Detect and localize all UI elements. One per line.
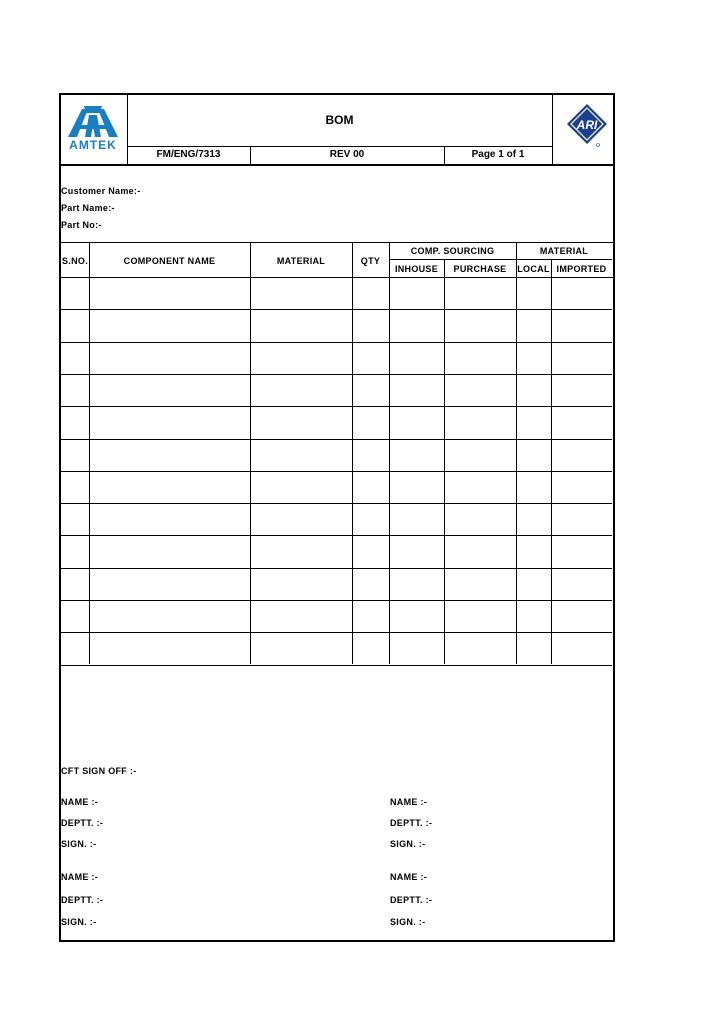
signoff-sign-label: SIGN. :- [61, 917, 97, 927]
table-cell[interactable] [250, 568, 352, 600]
table-cell[interactable] [61, 342, 89, 374]
table-cell[interactable] [352, 600, 389, 632]
table-cell[interactable] [516, 600, 551, 632]
header-purchase: PURCHASE [453, 264, 507, 274]
header-imported: IMPORTED [556, 264, 607, 274]
table-cell[interactable] [61, 374, 89, 406]
header-bottom-border [61, 164, 613, 166]
header-material: MATERIAL [276, 256, 326, 266]
table-cell[interactable] [389, 406, 444, 438]
form-number: FM/ENG/7313 [156, 149, 221, 160]
form-title: BOM [325, 113, 354, 127]
table-cell[interactable] [389, 600, 444, 632]
table-cell[interactable] [61, 406, 89, 438]
part-name-label: Part Name:- [61, 203, 115, 213]
table-cell[interactable] [444, 471, 516, 503]
customer-name-label: Customer Name:- [61, 186, 141, 196]
table-cell[interactable] [551, 600, 612, 632]
table-cell[interactable] [352, 632, 389, 664]
table-cell[interactable] [250, 535, 352, 567]
table-cell[interactable] [250, 374, 352, 406]
table-cell[interactable] [551, 471, 612, 503]
table-cell[interactable] [61, 632, 89, 664]
table-cell[interactable] [389, 438, 444, 470]
header-row-divider [127, 146, 552, 147]
table-cell[interactable] [352, 535, 389, 567]
signoff-sign-label: SIGN. :- [390, 839, 426, 849]
signoff-sign-label: SIGN. :- [390, 917, 426, 927]
table-cell[interactable] [89, 277, 250, 309]
table-cell[interactable] [389, 277, 444, 309]
table-cell[interactable] [89, 600, 250, 632]
table-cell[interactable] [250, 632, 352, 664]
table-cell[interactable] [250, 309, 352, 341]
part-no-label: Part No:- [61, 220, 102, 230]
table-cell[interactable] [352, 438, 389, 470]
table-cell[interactable] [444, 568, 516, 600]
signoff-sign-label: SIGN. :- [61, 839, 97, 849]
table-cell[interactable] [444, 309, 516, 341]
table-cell[interactable] [389, 471, 444, 503]
table-cell[interactable] [516, 568, 551, 600]
cft-signoff-title: CFT SIGN OFF :- [61, 766, 137, 776]
header-comp-sourcing: COMP. SOURCING [410, 246, 495, 256]
table-cell[interactable] [250, 277, 352, 309]
table-cell[interactable] [389, 374, 444, 406]
signoff-name-label: NAME :- [61, 797, 99, 807]
table-cell[interactable] [444, 535, 516, 567]
table-cell[interactable] [444, 277, 516, 309]
table-cell[interactable] [352, 406, 389, 438]
table-cell[interactable] [444, 600, 516, 632]
table-cell[interactable] [389, 342, 444, 374]
table-cell[interactable] [551, 438, 612, 470]
table-cell[interactable] [516, 503, 551, 535]
table-cell[interactable] [61, 503, 89, 535]
amtek-logo-icon [66, 103, 120, 139]
signoff-deptt-label: DEPTT. :- [390, 895, 433, 905]
table-cell[interactable] [61, 438, 89, 470]
ari-logo [567, 104, 607, 148]
table-top-border [61, 242, 613, 243]
signoff-name-label: NAME :- [390, 797, 428, 807]
table-cell[interactable] [61, 471, 89, 503]
table-cell[interactable] [352, 503, 389, 535]
table-cell[interactable] [89, 632, 250, 664]
table-cell[interactable] [444, 438, 516, 470]
revision-number: REV 00 [329, 149, 365, 160]
table-cell[interactable] [250, 342, 352, 374]
table-cell[interactable] [516, 309, 551, 341]
page-number: Page 1 of 1 [471, 149, 525, 160]
table-cell[interactable] [250, 471, 352, 503]
table-cell[interactable] [352, 374, 389, 406]
header-sno: S.NO. [62, 256, 89, 266]
table-cell[interactable] [444, 374, 516, 406]
table-cell[interactable] [551, 309, 612, 341]
table-cell[interactable] [551, 503, 612, 535]
table-cell[interactable] [516, 342, 551, 374]
table-cell[interactable] [444, 632, 516, 664]
table-row [61, 665, 612, 666]
table-cell[interactable] [516, 277, 551, 309]
header-material-group: MATERIAL [539, 246, 589, 256]
signoff-deptt-label: DEPTT. :- [390, 818, 433, 828]
table-cell[interactable] [516, 535, 551, 567]
table-cell[interactable] [250, 503, 352, 535]
table-cell[interactable] [516, 471, 551, 503]
signoff-deptt-label: DEPTT. :- [61, 818, 104, 828]
amtek-logo [66, 103, 120, 153]
table-cell[interactable] [352, 568, 389, 600]
table-cell[interactable] [89, 535, 250, 567]
header-component-name: COMPONENT NAME [123, 256, 216, 266]
table-subheader-line [390, 259, 612, 260]
table-cell[interactable] [444, 342, 516, 374]
table-cell[interactable] [516, 438, 551, 470]
table-cell[interactable] [389, 503, 444, 535]
table-cell[interactable] [61, 535, 89, 567]
header-qty: QTY [360, 256, 381, 266]
table-cell[interactable] [551, 535, 612, 567]
table-cell[interactable] [551, 374, 612, 406]
header-inhouse: INHOUSE [394, 264, 439, 274]
table-cell[interactable] [61, 309, 89, 341]
table-cell[interactable] [352, 277, 389, 309]
table-cell[interactable] [61, 600, 89, 632]
table-cell[interactable] [444, 406, 516, 438]
table-cell[interactable] [250, 438, 352, 470]
table-cell[interactable] [89, 309, 250, 341]
table-cell[interactable] [61, 568, 89, 600]
header-divider-right [552, 95, 553, 165]
table-cell[interactable] [352, 471, 389, 503]
table-cell[interactable] [389, 535, 444, 567]
table-cell[interactable] [551, 568, 612, 600]
table-cell[interactable] [89, 471, 250, 503]
table-cell[interactable] [250, 600, 352, 632]
table-cell[interactable] [89, 342, 250, 374]
table-cell[interactable] [516, 406, 551, 438]
table-cell[interactable] [516, 374, 551, 406]
table-cell[interactable] [551, 406, 612, 438]
table-cell[interactable] [250, 406, 352, 438]
table-cell[interactable] [389, 568, 444, 600]
table-cell[interactable] [389, 632, 444, 664]
table-cell[interactable] [89, 406, 250, 438]
table-cell[interactable] [61, 277, 89, 309]
table-cell[interactable] [551, 277, 612, 309]
signoff-name-label: NAME :- [390, 872, 428, 882]
table-cell[interactable] [89, 438, 250, 470]
amtek-logo-text: AMTEK [69, 138, 117, 152]
signoff-name-label: NAME :- [61, 872, 99, 882]
table-cell[interactable] [444, 503, 516, 535]
signoff-deptt-label: DEPTT. :- [61, 895, 104, 905]
table-cell[interactable] [551, 342, 612, 374]
table-cell[interactable] [89, 568, 250, 600]
table-cell[interactable] [352, 309, 389, 341]
table-cell[interactable] [89, 503, 250, 535]
table-cell[interactable] [352, 342, 389, 374]
ari-logo-icon [567, 104, 607, 148]
table-cell[interactable] [89, 374, 250, 406]
table-cell[interactable] [551, 632, 612, 664]
header-local: LOCAL [517, 264, 550, 274]
ari-logo-text: ARI [576, 118, 598, 132]
table-cell[interactable] [516, 632, 551, 664]
table-cell[interactable] [389, 309, 444, 341]
